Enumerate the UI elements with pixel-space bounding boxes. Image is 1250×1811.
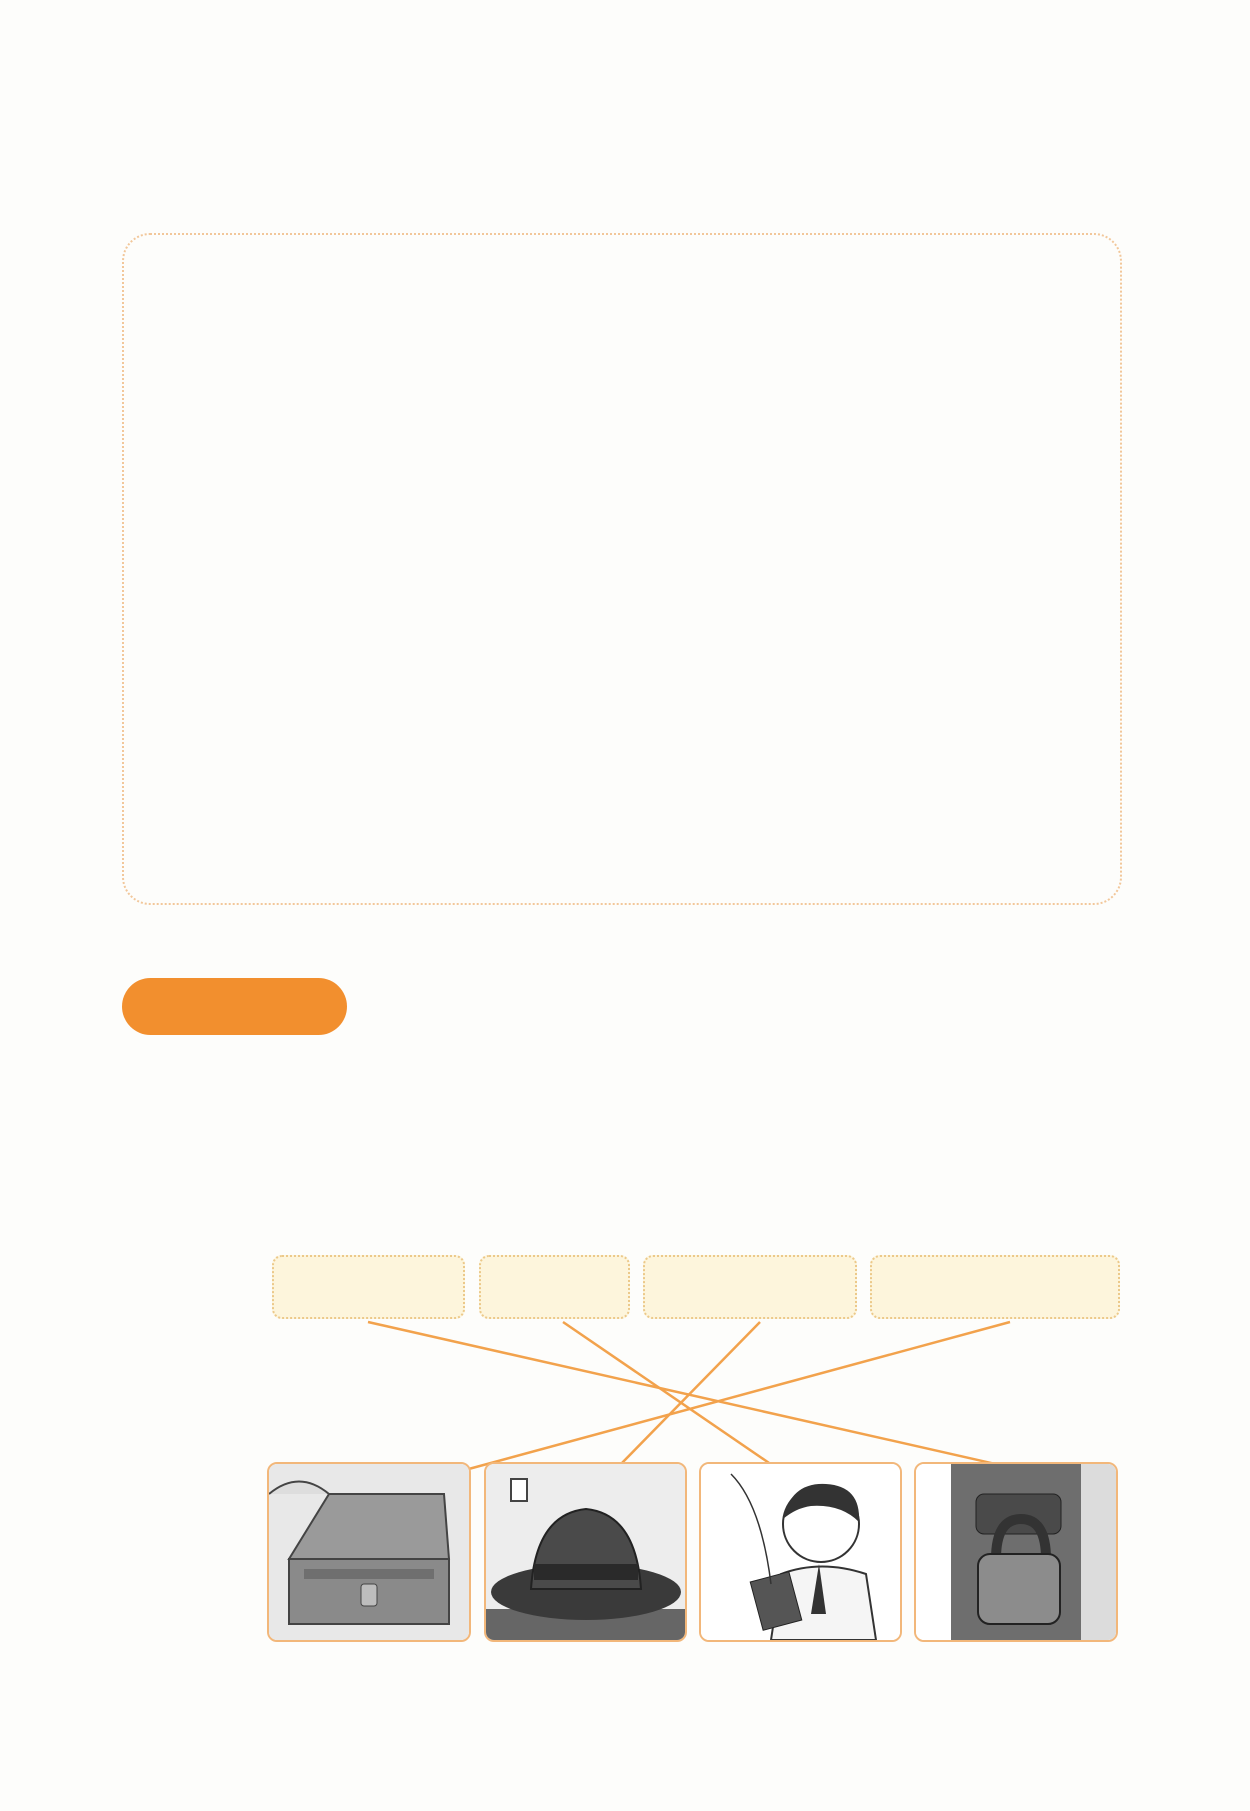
treasure-box-icon xyxy=(269,1464,469,1640)
hat-icon xyxy=(486,1464,685,1640)
picture-padlock xyxy=(914,1462,1118,1642)
picture-boy-reading xyxy=(699,1462,902,1642)
padlock-icon xyxy=(916,1464,1116,1640)
picture-hat xyxy=(484,1462,687,1642)
picture-treasure-box xyxy=(267,1462,471,1642)
boy-reading-icon xyxy=(701,1464,900,1640)
